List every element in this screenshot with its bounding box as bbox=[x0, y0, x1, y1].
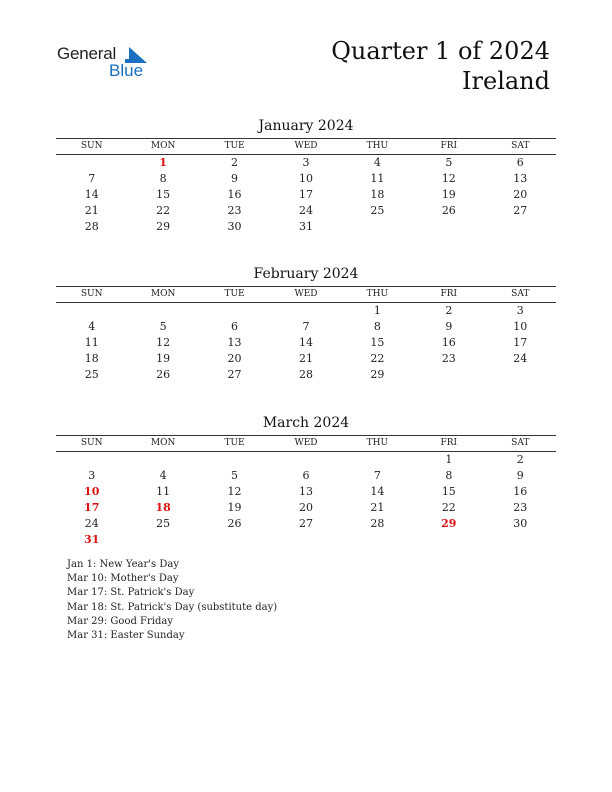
day-cell: 2 bbox=[516, 453, 524, 466]
logo-word-general: General bbox=[57, 44, 117, 63]
day-cell: 13 bbox=[513, 172, 528, 185]
weekday-header: THU bbox=[342, 139, 413, 155]
day-cell: 19 bbox=[227, 501, 242, 514]
day-cell: 7 bbox=[373, 469, 381, 482]
day-cell: 3 bbox=[516, 304, 524, 317]
day-cell: 15 bbox=[441, 485, 456, 498]
day-cell: 23 bbox=[513, 501, 528, 514]
week-row bbox=[56, 203, 556, 219]
month-grid bbox=[56, 138, 556, 235]
weekday-header: THU bbox=[342, 436, 413, 452]
day-cell: 4 bbox=[373, 156, 381, 169]
day-cell: 30 bbox=[513, 517, 528, 530]
day-cell: 6 bbox=[516, 156, 524, 169]
day-cell: 4 bbox=[88, 320, 96, 333]
day-cell: 12 bbox=[227, 485, 242, 498]
day-cell: 20 bbox=[227, 352, 242, 365]
day-cell: 16 bbox=[513, 485, 528, 498]
day-cell: 22 bbox=[156, 204, 171, 217]
day-cell: 27 bbox=[298, 517, 313, 530]
day-cell: 25 bbox=[156, 517, 171, 530]
weekday-header: SUN bbox=[56, 139, 127, 155]
day-cell: 10 bbox=[298, 172, 313, 185]
generalblue-logo bbox=[57, 44, 157, 80]
day-cell: 20 bbox=[298, 501, 313, 514]
day-cell: 27 bbox=[227, 368, 242, 381]
empty-day-cell bbox=[413, 532, 484, 548]
week-row bbox=[56, 187, 556, 203]
page-title bbox=[331, 36, 550, 96]
weekday-header-row bbox=[56, 139, 556, 155]
day-cell: 2 bbox=[231, 156, 239, 169]
day-cell: 29 bbox=[370, 368, 385, 381]
empty-day-cell bbox=[127, 532, 198, 548]
month-title: February 2024 bbox=[253, 266, 359, 282]
day-cell: 3 bbox=[302, 156, 310, 169]
weekday-header: MON bbox=[127, 436, 198, 452]
empty-day-cell bbox=[342, 452, 413, 469]
day-cell: 25 bbox=[84, 368, 99, 381]
day-cell: 28 bbox=[84, 220, 99, 233]
day-cell: 16 bbox=[227, 188, 242, 201]
day-cell: 8 bbox=[159, 172, 167, 185]
holiday-list-item: Mar 18: St. Patrick's Day (substitute day) bbox=[67, 601, 278, 613]
week-row bbox=[56, 484, 556, 500]
day-cell: 17 bbox=[298, 188, 313, 201]
day-cell: 9 bbox=[516, 469, 524, 482]
weekday-header: MON bbox=[127, 287, 198, 303]
day-cell: 31 bbox=[298, 220, 313, 233]
day-cell: 14 bbox=[370, 485, 385, 498]
week-row bbox=[56, 452, 556, 469]
day-cell: 5 bbox=[159, 320, 167, 333]
weekday-header: SUN bbox=[56, 436, 127, 452]
day-cell: 13 bbox=[298, 485, 313, 498]
week-row bbox=[56, 367, 556, 383]
day-cell: 12 bbox=[156, 336, 171, 349]
holiday-list bbox=[67, 558, 277, 643]
month-calendar-january bbox=[56, 117, 556, 235]
day-cell: 2 bbox=[445, 304, 453, 317]
empty-day-cell bbox=[413, 219, 484, 235]
holiday-list-item: Mar 10: Mother's Day bbox=[67, 573, 179, 585]
week-row bbox=[56, 303, 556, 320]
day-cell: 11 bbox=[84, 336, 99, 349]
empty-day-cell bbox=[56, 155, 127, 172]
day-cell: 15 bbox=[156, 188, 171, 201]
weekday-header: FRI bbox=[413, 139, 484, 155]
month-calendar-february bbox=[56, 265, 556, 383]
day-cell: 18 bbox=[84, 352, 99, 365]
day-cell: 29 bbox=[156, 220, 171, 233]
empty-day-cell bbox=[199, 452, 270, 469]
day-cell: 14 bbox=[298, 336, 313, 349]
week-row bbox=[56, 468, 556, 484]
month-title: March 2024 bbox=[262, 415, 350, 431]
weekday-header: THU bbox=[342, 287, 413, 303]
month-calendar-march bbox=[56, 414, 556, 548]
week-row bbox=[56, 500, 556, 516]
empty-day-cell bbox=[127, 303, 198, 320]
day-cell: 11 bbox=[156, 485, 171, 498]
week-row bbox=[56, 335, 556, 351]
week-row bbox=[56, 155, 556, 172]
day-cell: 19 bbox=[441, 188, 456, 201]
day-cell: 8 bbox=[445, 469, 453, 482]
weekday-header: WED bbox=[270, 139, 341, 155]
day-cell: 6 bbox=[302, 469, 310, 482]
week-row bbox=[56, 351, 556, 367]
week-row bbox=[56, 319, 556, 335]
weekday-header-row bbox=[56, 436, 556, 452]
holiday-day-cell: 1 bbox=[159, 156, 167, 169]
holiday-day-cell: 10 bbox=[84, 485, 100, 498]
day-cell: 14 bbox=[84, 188, 99, 201]
day-cell: 15 bbox=[370, 336, 385, 349]
weekday-header: MON bbox=[127, 139, 198, 155]
country-title: Ireland bbox=[462, 67, 550, 95]
day-cell: 7 bbox=[302, 320, 310, 333]
month-grid bbox=[56, 286, 556, 383]
weekday-header: SAT bbox=[485, 287, 556, 303]
day-cell: 23 bbox=[441, 352, 456, 365]
holiday-list-item: Mar 29: Good Friday bbox=[67, 615, 173, 627]
day-cell: 21 bbox=[84, 204, 99, 217]
day-cell: 25 bbox=[370, 204, 385, 217]
day-cell: 6 bbox=[231, 320, 239, 333]
day-cell: 18 bbox=[370, 188, 385, 201]
empty-day-cell bbox=[270, 303, 341, 320]
day-cell: 26 bbox=[441, 204, 456, 217]
weekday-header: FRI bbox=[413, 436, 484, 452]
day-cell: 21 bbox=[370, 501, 385, 514]
holiday-day-cell: 31 bbox=[84, 533, 100, 546]
holiday-list-item: Jan 1: New Year's Day bbox=[67, 559, 179, 570]
empty-day-cell bbox=[199, 303, 270, 320]
weekday-header: WED bbox=[270, 436, 341, 452]
empty-day-cell bbox=[485, 532, 556, 548]
day-cell: 5 bbox=[231, 469, 239, 482]
weekday-header: SAT bbox=[485, 139, 556, 155]
day-cell: 30 bbox=[227, 220, 242, 233]
weekday-header: TUE bbox=[199, 287, 270, 303]
empty-day-cell bbox=[413, 367, 484, 383]
weekday-header: WED bbox=[270, 287, 341, 303]
day-cell: 22 bbox=[370, 352, 385, 365]
day-cell: 11 bbox=[370, 172, 385, 185]
day-cell: 27 bbox=[513, 204, 528, 217]
weekday-header: SAT bbox=[485, 436, 556, 452]
week-row bbox=[56, 219, 556, 235]
empty-day-cell bbox=[270, 532, 341, 548]
holiday-list-item: Mar 31: Easter Sunday bbox=[67, 630, 185, 642]
day-cell: 28 bbox=[298, 368, 313, 381]
day-cell: 10 bbox=[513, 320, 528, 333]
day-cell: 3 bbox=[88, 469, 96, 482]
day-cell: 9 bbox=[231, 172, 239, 185]
empty-day-cell bbox=[56, 303, 127, 320]
day-cell: 7 bbox=[88, 172, 96, 185]
holiday-day-cell: 18 bbox=[155, 501, 171, 514]
day-cell: 1 bbox=[445, 453, 453, 466]
day-cell: 12 bbox=[441, 172, 456, 185]
day-cell: 9 bbox=[445, 320, 453, 333]
holiday-day-cell: 17 bbox=[84, 501, 100, 514]
day-cell: 20 bbox=[513, 188, 528, 201]
day-cell: 23 bbox=[227, 204, 242, 217]
day-cell: 22 bbox=[441, 501, 456, 514]
day-cell: 24 bbox=[298, 204, 313, 217]
logo-word-blue: Blue bbox=[109, 61, 144, 80]
week-row bbox=[56, 516, 556, 532]
empty-day-cell bbox=[127, 452, 198, 469]
empty-day-cell bbox=[270, 452, 341, 469]
weekday-header: TUE bbox=[199, 139, 270, 155]
day-cell: 4 bbox=[159, 469, 167, 482]
day-cell: 26 bbox=[227, 517, 242, 530]
holiday-day-cell: 29 bbox=[441, 517, 457, 530]
empty-day-cell bbox=[199, 532, 270, 548]
day-cell: 5 bbox=[445, 156, 453, 169]
weekday-header-row bbox=[56, 287, 556, 303]
empty-day-cell bbox=[342, 219, 413, 235]
day-cell: 16 bbox=[441, 336, 456, 349]
empty-day-cell bbox=[56, 452, 127, 469]
weekday-header: FRI bbox=[413, 287, 484, 303]
holiday-list-item: Mar 17: St. Patrick's Day bbox=[67, 587, 195, 599]
day-cell: 8 bbox=[373, 320, 381, 333]
day-cell: 24 bbox=[84, 517, 99, 530]
empty-day-cell bbox=[485, 367, 556, 383]
month-grid bbox=[56, 435, 556, 548]
week-row bbox=[56, 532, 556, 548]
month-title: January 2024 bbox=[258, 118, 354, 134]
day-cell: 17 bbox=[513, 336, 528, 349]
day-cell: 21 bbox=[298, 352, 313, 365]
day-cell: 24 bbox=[513, 352, 528, 365]
empty-day-cell bbox=[342, 532, 413, 548]
week-row bbox=[56, 171, 556, 187]
day-cell: 28 bbox=[370, 517, 385, 530]
day-cell: 1 bbox=[373, 304, 381, 317]
quarter-title: Quarter 1 of 2024 bbox=[331, 37, 550, 65]
day-cell: 19 bbox=[156, 352, 171, 365]
day-cell: 13 bbox=[227, 336, 242, 349]
empty-day-cell bbox=[485, 219, 556, 235]
day-cell: 26 bbox=[156, 368, 171, 381]
weekday-header: TUE bbox=[199, 436, 270, 452]
weekday-header: SUN bbox=[56, 287, 127, 303]
